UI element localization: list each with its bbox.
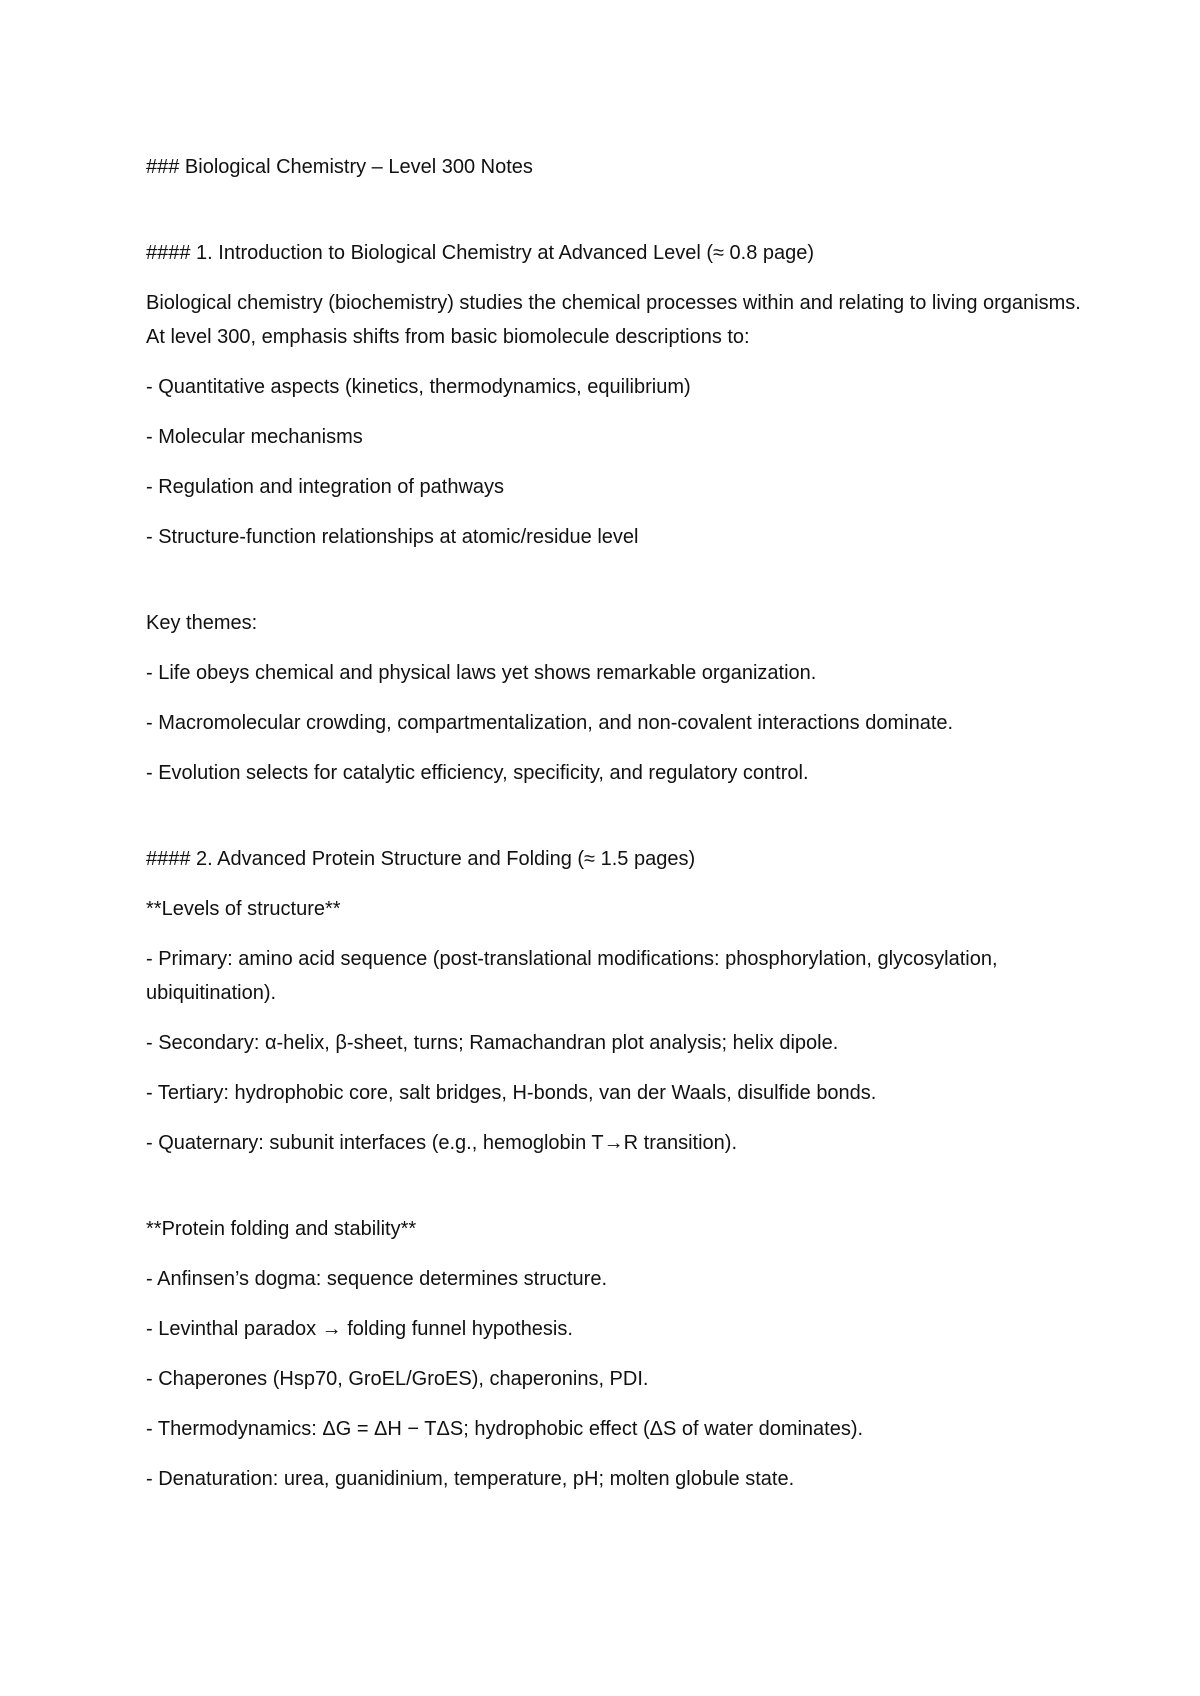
- folding-item: - Anfinsen’s dogma: sequence determines structure.: [146, 1268, 607, 1290]
- section-1-bullet: - Quantitative aspects (kinetics, thermodynamics, equilibrium): [146, 376, 691, 398]
- folding-item: - Thermodynamics: ΔG = ΔH − TΔS; hydrophobic effect (ΔS of water dominates).: [146, 1418, 864, 1440]
- structure-level-item: - Tertiary: hydrophobic core, salt bridges, H-bonds, van der Waals, disulfide bonds.: [146, 1082, 877, 1104]
- key-theme-item: - Life obeys chemical and physical laws yet shows remarkable organization.: [146, 662, 817, 684]
- section-1-bullet: - Molecular mechanisms: [146, 426, 363, 448]
- section-1-intro: Biological chemistry (biochemistry) studies the chemical processes within and relating to living organisms. At level 300, emphasis shifts from basic biomolecule descriptions to:: [146, 292, 1081, 348]
- key-theme-item: - Macromolecular crowding, compartmentalization, and non-covalent interactions dominate.: [146, 712, 954, 734]
- section-1-bullet: - Structure-function relationships at atomic/residue level: [146, 526, 639, 548]
- folding-item: - Denaturation: urea, guanidinium, temperature, pH; molten globule state.: [146, 1468, 795, 1490]
- section-2-heading: #### 2. Advanced Protein Structure and Folding (≈ 1.5 pages): [146, 848, 696, 870]
- structure-level-item: - Secondary: α-helix, β-sheet, turns; Ramachandran plot analysis; helix dipole.: [146, 1032, 839, 1054]
- protein-folding-label: **Protein folding and stability**: [146, 1218, 417, 1240]
- levels-of-structure-label: **Levels of structure**: [146, 898, 341, 920]
- document-body: [146, 150, 1086, 1496]
- key-theme-item: - Evolution selects for catalytic efficiency, specificity, and regulatory control.: [146, 762, 809, 784]
- key-themes-label: Key themes:: [146, 612, 258, 634]
- structure-level-item: - Quaternary: subunit interfaces (e.g., hemoglobin T→R transition).: [146, 1132, 738, 1154]
- folding-item: - Levinthal paradox → folding funnel hypothesis.: [146, 1318, 573, 1340]
- section-1-heading: #### 1. Introduction to Biological Chemistry at Advanced Level (≈ 0.8 page): [146, 242, 815, 264]
- section-1-bullet: - Regulation and integration of pathways: [146, 476, 505, 498]
- folding-item: - Chaperones (Hsp70, GroEL/GroES), chaperonins, PDI.: [146, 1368, 649, 1390]
- document-title: ### Biological Chemistry – Level 300 Notes: [146, 156, 533, 178]
- structure-level-item: - Primary: amino acid sequence (post-translational modifications: phosphorylation, glycosylation, ubiquitination).: [146, 948, 998, 1004]
